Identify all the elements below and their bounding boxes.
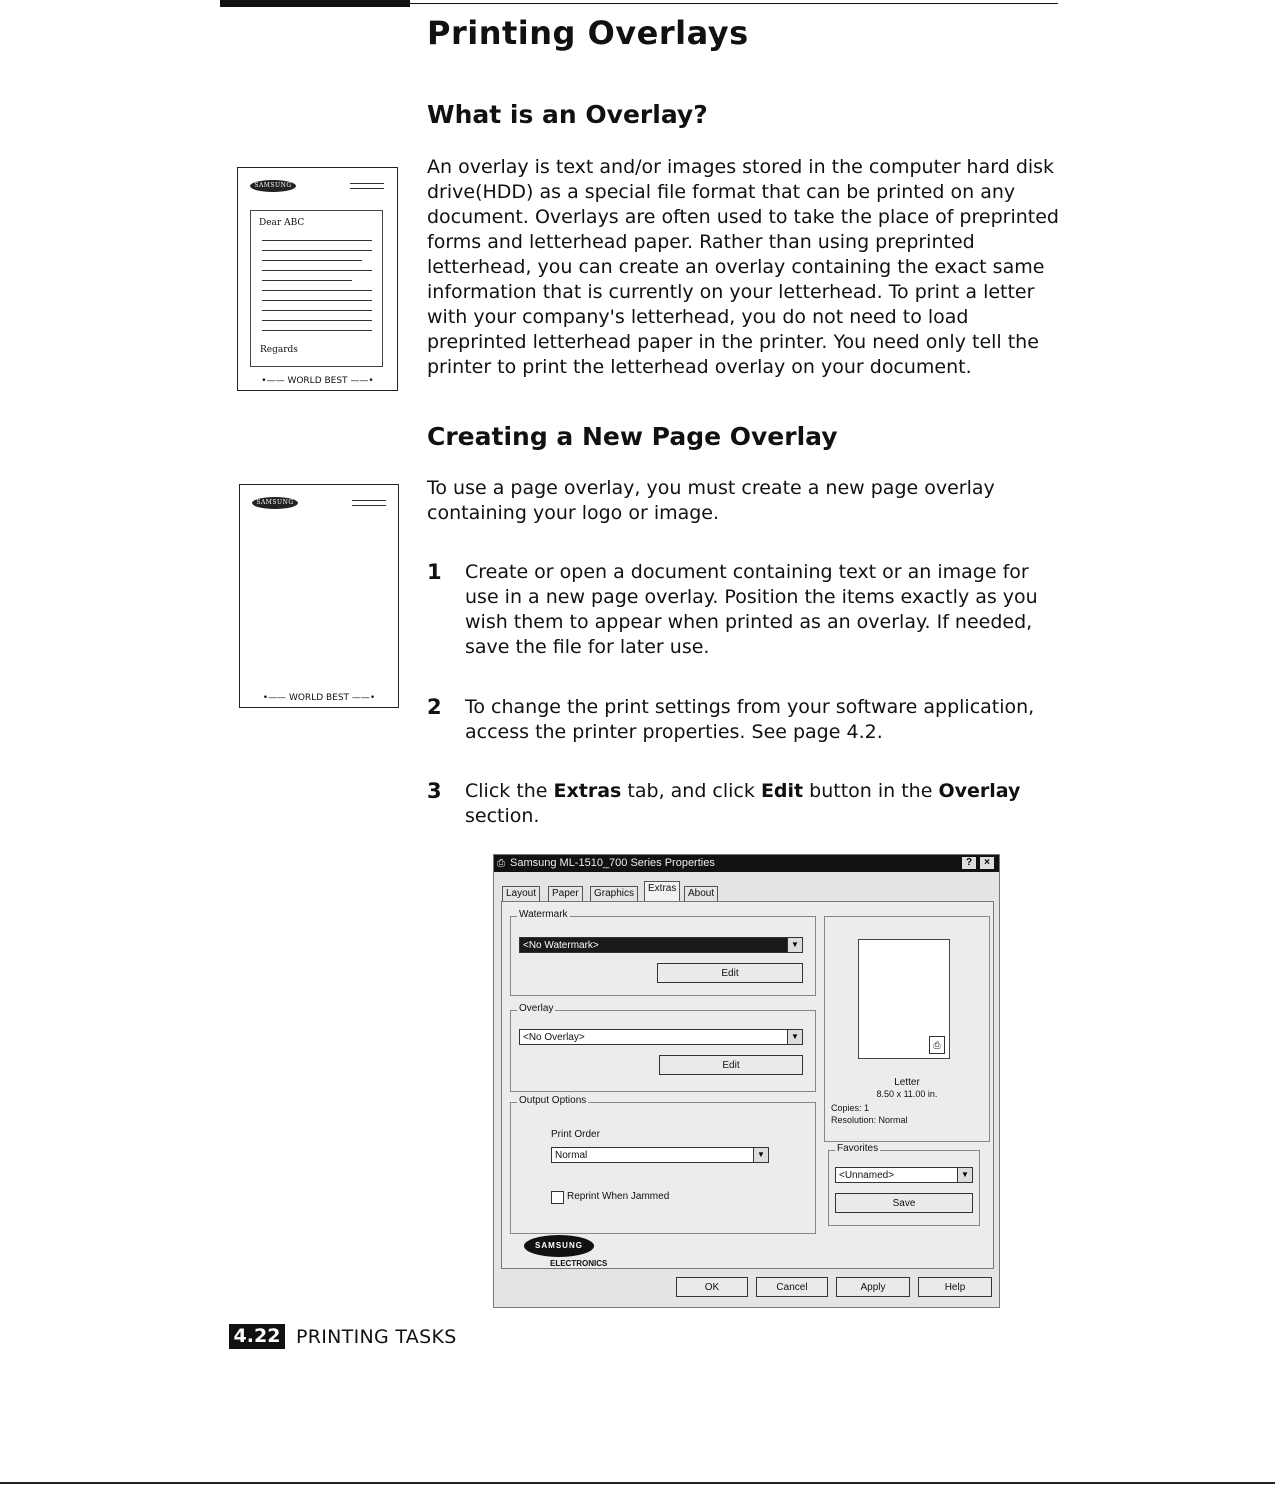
what-body: An overlay is text and/or images stored in the computer hard disk drive(HDD) as a special file format that can be printed on any document. Overlays are often used to take the place of preprinted forms and letterhead paper. Rather than using preprinted letterhead, you can create an overlay containing the exact same information that is currently on your letterhead. To print a letter with your company's letterhead, you do not need to load preprinted letterhead paper in the printer. You need only tell the printer to print the letterhead overlay on your document. — [427, 156, 1059, 378]
step-text: Create or open a document containing text or an image for use in a new page overlay. Position the items exactly as you wish them to appear when printed as an overlay. If needed, save the file for later use. — [465, 561, 1038, 658]
favorites-select[interactable]: <Unnamed> ▼ — [835, 1167, 973, 1183]
overlay-select[interactable]: <No Overlay> ▼ — [519, 1029, 803, 1045]
favorites-group — [828, 1143, 980, 1226]
top-rule-thin — [410, 3, 1058, 4]
output-options-label: Output Options — [519, 1095, 587, 1106]
dear-text: Dear ABC — [259, 218, 305, 228]
watermark-label: Watermark — [519, 909, 568, 920]
reprint-when-jammed-label: Reprint When Jammed — [567, 1191, 670, 1202]
chevron-down-icon: ▼ — [753, 1148, 768, 1162]
step-3 — [427, 779, 1067, 831]
overlay-edit-button[interactable]: Edit — [659, 1055, 803, 1075]
cancel-button[interactable]: Cancel — [756, 1277, 828, 1297]
tab-about[interactable]: About — [684, 886, 718, 901]
favorites-label: Favorites — [837, 1143, 879, 1154]
print-order-select[interactable]: Normal ▼ — [551, 1147, 769, 1163]
thumbnail-footer: •—— WORLD BEST ——• — [261, 376, 374, 386]
print-order-label: Print Order — [551, 1129, 600, 1140]
tab-paper[interactable]: Paper — [548, 886, 583, 901]
step-number: 2 — [427, 695, 442, 719]
overlay-label: Overlay — [519, 1003, 554, 1014]
letter-thumbnail — [237, 167, 398, 391]
chevron-down-icon: ▼ — [787, 938, 802, 952]
chevron-down-icon: ▼ — [957, 1168, 972, 1182]
favorites-save-button[interactable]: Save — [835, 1193, 973, 1213]
preview-resolution: Resolution: Normal — [831, 1115, 908, 1125]
dialog-title: Samsung ML-1510_700 Series Properties — [510, 857, 715, 869]
step-text: To change the print settings from your software application, access the printer properties. See page 4.2. — [465, 696, 1035, 743]
extras-panel — [501, 901, 994, 1269]
reprint-when-jammed-checkbox[interactable] — [551, 1191, 564, 1204]
samsung-logo: SAMSUNG — [524, 1235, 594, 1257]
help-button[interactable]: Help — [918, 1277, 992, 1297]
watermark-edit-button[interactable]: Edit — [657, 963, 803, 983]
section-heading-what: What is an Overlay? — [427, 100, 708, 129]
step-1 — [427, 560, 1067, 660]
chevron-down-icon: ▼ — [787, 1030, 802, 1044]
create-intro: To use a page overlay, you must create a new page overlay containing your logo or image. — [427, 477, 995, 524]
top-rule-thick — [220, 0, 410, 7]
dialog-titlebar — [494, 855, 999, 872]
thumbnail-footer: •—— WORLD BEST ——• — [262, 693, 376, 703]
printer-icon: ⎙ — [497, 858, 505, 869]
watermark-select[interactable]: <No Watermark> ▼ — [519, 937, 803, 953]
preview-copies: Copies: 1 — [831, 1103, 870, 1113]
printer-icon: ⎙ — [929, 1036, 945, 1054]
page-title: Printing Overlays — [427, 14, 749, 52]
printer-properties-dialog — [493, 854, 1000, 1308]
preview-page — [858, 939, 950, 1059]
watermark-group — [510, 909, 816, 996]
samsung-logo: SAMSUNG — [250, 180, 296, 192]
apply-button[interactable]: Apply — [836, 1277, 910, 1297]
tab-layout[interactable]: Layout — [502, 886, 540, 901]
electronics-label: ELECTRONICS — [550, 1259, 608, 1268]
regards-text: Regards — [260, 345, 298, 355]
step-number: 1 — [427, 560, 442, 584]
tab-extras[interactable]: Extras — [644, 881, 680, 902]
step-2 — [427, 695, 1067, 747]
overlay-thumbnail — [239, 484, 399, 708]
step-text: Click the Extras tab, and click Edit button in the Overlay section. — [465, 780, 1021, 827]
overlay-group — [510, 1003, 816, 1092]
section-name: PRINTING TASKS — [296, 1326, 457, 1348]
samsung-logo: SAMSUNG — [252, 497, 298, 509]
bottom-rule — [0, 1482, 1275, 1484]
preview-pane — [824, 916, 990, 1142]
output-options-group — [510, 1095, 816, 1234]
step-number: 3 — [427, 779, 442, 803]
ok-button[interactable]: OK — [676, 1277, 748, 1297]
section-heading-create: Creating a New Page Overlay — [427, 422, 838, 451]
help-icon[interactable]: ? — [962, 857, 976, 869]
preview-paper: Letter — [894, 1077, 920, 1088]
tab-graphics[interactable]: Graphics — [590, 886, 638, 901]
close-icon[interactable]: × — [980, 857, 994, 869]
preview-size: 8.50 x 11.00 in. — [876, 1089, 938, 1099]
page-number: 4.22 — [229, 1324, 285, 1349]
